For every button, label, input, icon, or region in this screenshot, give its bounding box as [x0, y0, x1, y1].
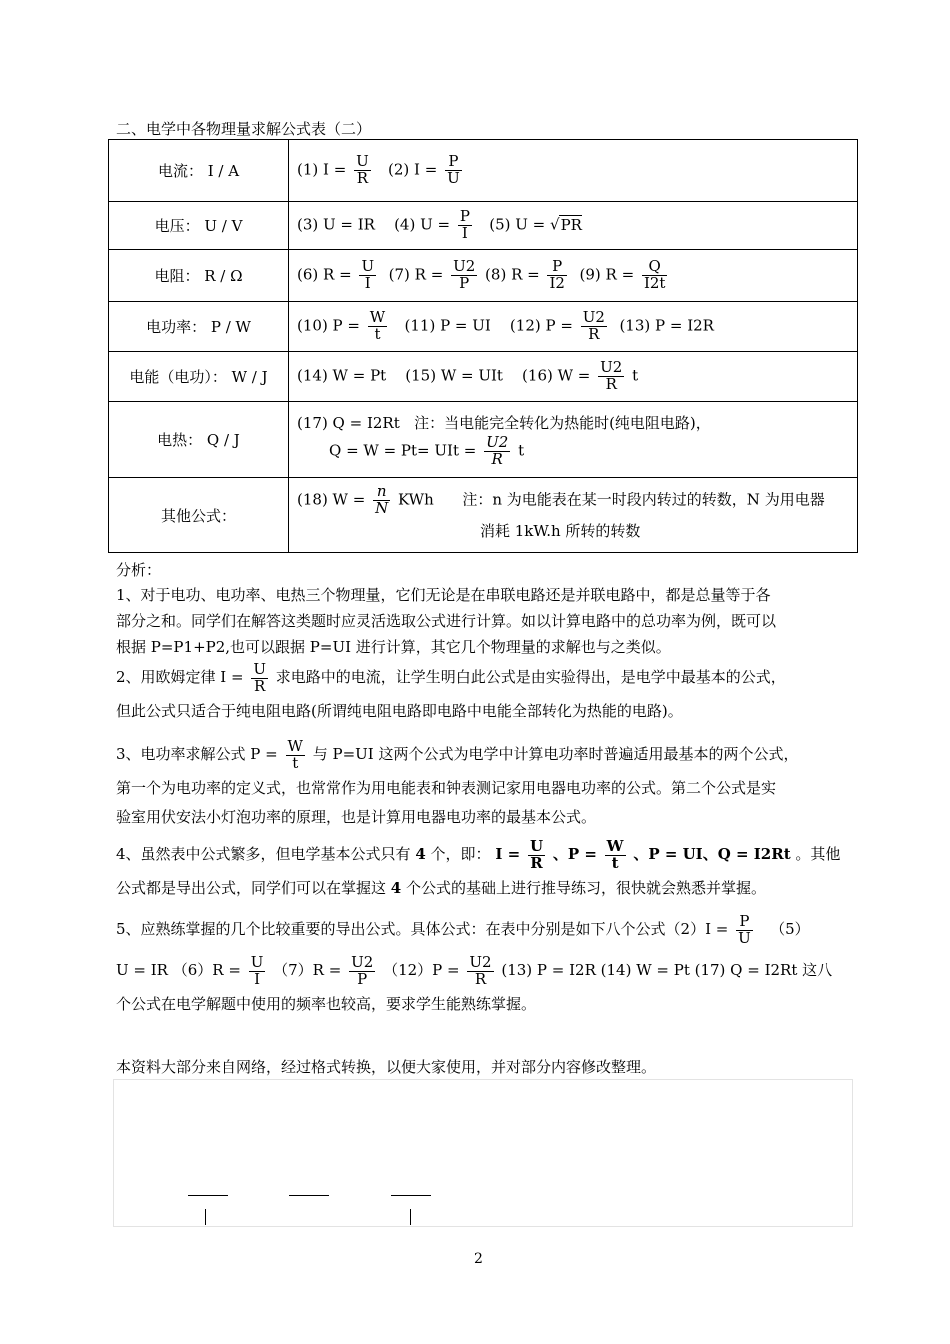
formula-text: (10) P = — [297, 316, 360, 335]
text-line: 部分之和。同学们在解答这类题时应灵活选取公式进行计算。如以计算电路中的总功率为例，既可以 — [116, 612, 777, 630]
formula-table — [108, 139, 858, 553]
analysis-paragraph-3 — [116, 736, 851, 830]
fraction: $\frac{W}{t}$ — [287, 736, 303, 772]
fraction: $\frac{U2}{P}$ — [453, 257, 476, 292]
quantity-label: 电阻： R / Ω — [109, 250, 289, 302]
text: 4、虽然表中公式繁多，但电学基本公式只有 — [116, 845, 411, 863]
tick-mark — [410, 1209, 411, 1225]
formula-text: (5) U = — [489, 215, 546, 234]
formula-cell — [289, 250, 858, 302]
table-row — [109, 202, 858, 250]
count: 4 — [390, 879, 402, 897]
fraction: $\frac{P}{U}$ — [447, 152, 460, 187]
radicand: PR — [560, 215, 582, 234]
fraction: $\frac{U2}{P}$ — [351, 952, 374, 988]
text: （7）R = — [273, 961, 342, 979]
formula-cell — [289, 302, 858, 352]
divider-line — [391, 1195, 431, 1196]
formula-text: 、P = — [552, 845, 597, 863]
text: 个公式的基础上进行推导练习，很快就会熟悉并掌握。 — [406, 879, 767, 897]
formula-text: (13) P = I2R — [619, 316, 714, 335]
table-row — [109, 402, 858, 478]
formula-cell — [289, 140, 858, 202]
sqrt-icon: √ — [550, 215, 560, 234]
formula-text: t — [518, 441, 525, 460]
analysis-paragraph-2 — [116, 660, 851, 728]
formula-text: 、P = UI、Q = I2Rt — [633, 845, 791, 863]
formula-text: (9) R = — [579, 265, 635, 284]
text-line: 但此公式只适合于纯电阻电路(所谓纯电阻电路即电路中电能全部转化为热能的电路)。 — [116, 702, 683, 721]
formula-text: KWh — [398, 490, 434, 508]
fraction: $\frac{W}{t}$ — [369, 308, 386, 343]
analysis-paragraph-5 — [116, 909, 851, 1017]
quantity-label: 电流： I / A — [109, 140, 289, 202]
text-line: 验室用伏安法小灯泡功率的原理，也是计算用电器电功率的最基本公式。 — [116, 808, 597, 826]
formula-cell — [289, 352, 858, 402]
quantity-label: 电热： Q / J — [109, 402, 289, 478]
fraction: $\frac{U}{R}$ — [356, 152, 369, 187]
formula-text: (4) U = — [394, 215, 451, 234]
fraction: $\frac{U2}{R}$ — [600, 358, 623, 393]
text: 3、电功率求解公式 P = — [116, 745, 278, 763]
fraction: $\frac{n}{N}$ — [375, 481, 389, 517]
analysis-heading: 分析： — [116, 561, 162, 579]
text: 5、应熟练掌握的几个比较重要的导出公式。具体公式：在表中分别是如下八个公式（2）I = — [116, 920, 729, 938]
formula-text: Q = W = Pt= UIt = — [329, 441, 477, 460]
formula-text: (7) R = — [388, 265, 444, 284]
quantity-label: 电功率： P / W — [109, 302, 289, 352]
fraction: $\frac{P}{U}$ — [738, 911, 751, 947]
text: U = IR （6）R = — [116, 961, 241, 979]
fraction: $\frac{P}{I}$ — [459, 207, 470, 242]
text: 求电路中的电流，让学生明白此公式是由实验得出，是电学中最基本的公式， — [275, 668, 786, 686]
analysis-paragraph-4 — [116, 836, 851, 904]
tick-mark — [205, 1209, 206, 1225]
quantity-label: 电能（电功）： W / J — [109, 352, 289, 402]
text: 公式都是导出公式，同学们可以在掌握这 — [116, 879, 387, 897]
text: 个，即： — [430, 845, 491, 863]
divider-line — [289, 1195, 329, 1196]
fraction: $\frac{U2}{R}$ — [486, 433, 509, 468]
fraction: $\frac{U}{I}$ — [250, 952, 264, 988]
page-title: 二、电学中各物理量求解公式表（二） — [116, 120, 372, 138]
table-row — [109, 140, 858, 202]
text-line: 根据 P=P1+P2,也可以跟据 P=UI 进行计算，其它几个物理量的求解也与之类似。 — [116, 638, 671, 656]
quantity-label: 电压： U / V — [109, 202, 289, 250]
fraction: $\frac{U}{R}$ — [253, 659, 267, 695]
formula-text: (2) I = — [388, 160, 438, 179]
formula-text: (17) Q = I2Rt — [297, 414, 400, 433]
quantity-label: 其他公式： — [109, 478, 289, 553]
note-text: 注：n 为电能表在某一时段内转过的转数，N 为用电器 — [462, 490, 825, 508]
footer-note: 本资料大部分来自网络，经过格式转换，以便大家使用，并对部分内容修改整理。 — [116, 1058, 657, 1076]
text: （5） — [770, 920, 810, 938]
text-line: 1、对于电功、电功率、电热三个物理量，它们无论是在串联电路还是并联电路中，都是总量等于各 — [116, 586, 771, 604]
fraction: $\frac{W}{t}$ — [606, 836, 624, 872]
fraction: $\frac{U}{I}$ — [361, 257, 375, 292]
table-row — [109, 302, 858, 352]
formula-text: (1) I = — [297, 160, 347, 179]
count: 4 — [415, 845, 426, 863]
text-line: 第一个为电功率的定义式，也常常作为用电能表和钟表测记家用电器电功率的公式。第二个公式是实 — [116, 779, 777, 797]
formula-text: (16) W = — [522, 366, 591, 385]
text: 2、用欧姆定律 I = — [116, 668, 244, 686]
formula-cell — [289, 402, 858, 478]
formula-text: (6) R = — [297, 265, 352, 284]
formula-text: (14) W = Pt — [297, 366, 387, 385]
table-row — [109, 352, 858, 402]
formula-text: I = — [495, 845, 521, 863]
fraction: $\frac{U}{R}$ — [529, 836, 544, 872]
formula-text: (8) R = — [485, 265, 540, 284]
fraction: $\frac{U2}{R}$ — [469, 952, 492, 988]
formula-text: (15) W = UIt — [405, 366, 503, 385]
formula-cell — [289, 478, 858, 553]
table-row — [109, 478, 858, 553]
formula-text: (11) P = UI — [404, 316, 491, 335]
fraction: $\frac{P}{I2}$ — [549, 257, 565, 292]
blank-frame — [113, 1079, 853, 1227]
formula-cell — [289, 202, 858, 250]
note-text: 消耗 1kW.h 所转的转数 — [480, 522, 641, 541]
divider-line — [188, 1195, 228, 1196]
formula-text: t — [632, 366, 639, 385]
fraction: $\frac{Q}{I2t}$ — [643, 257, 666, 292]
page-number: 2 — [474, 1251, 483, 1267]
formula-text: (12) P = — [509, 316, 573, 335]
text: (13) P = I2R (14) W = Pt (17) Q = I2Rt 这八 — [501, 961, 833, 979]
text: 。其他 — [795, 845, 841, 863]
text: 与 P=UI 这两个公式为电学中计算电功率时普遍适用最基本的两个公式， — [312, 745, 799, 763]
fraction: $\frac{U2}{R}$ — [582, 308, 605, 343]
text-line: 个公式在电学解题中使用的频率也较高，要求学生能熟练掌握。 — [116, 995, 537, 1013]
analysis-paragraph-1 — [116, 582, 851, 660]
formula-text: (18) W = — [297, 490, 366, 508]
note-text: 注：当电能完全转化为热能时(纯电阻电路)， — [414, 414, 711, 433]
text: （12）P = — [383, 961, 460, 979]
formula-text: (3) U = IR — [297, 215, 375, 234]
table-row — [109, 250, 858, 302]
